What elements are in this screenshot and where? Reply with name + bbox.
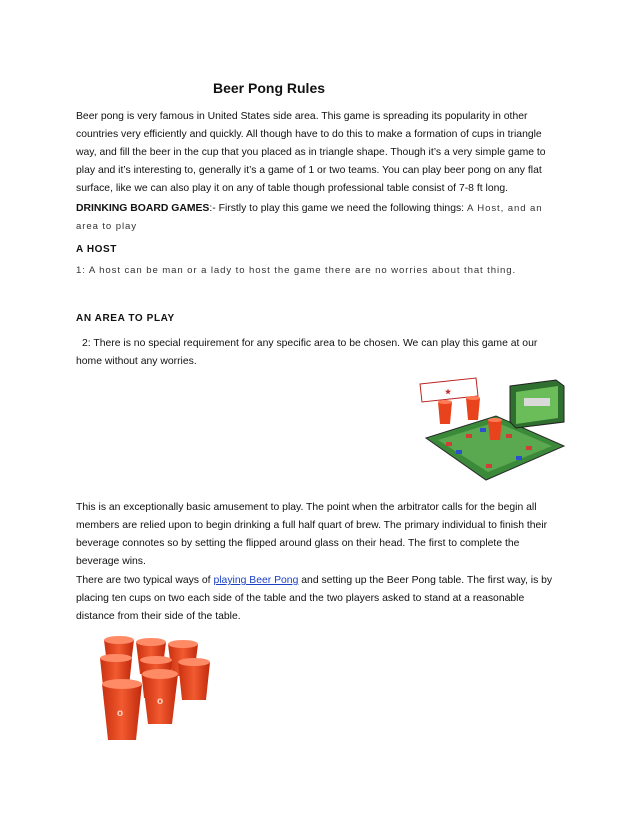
playing-beer-pong-link[interactable]: playing Beer Pong: [213, 575, 299, 586]
board-game-image: [416, 376, 566, 486]
drinking-paragraph: [76, 200, 564, 236]
intro-paragraph: Beer pong is very famous in United States side area. This game is spreading its popularity in other countries very efficiently and quickly. All though have to do this to make a formation of cups in triangle way, and fill the beer in the cup that you placed as in triangle shape. Though it’s a very simple game to play and it’s interesting to, generally it’s a game of 1 or two teams. You can play beer pong on any flat surface, like we can also play it on any of table though professional table consist of 7-8 ft long.: [76, 111, 546, 194]
ways-after: and setting up the Beer Pong table. The first way, is by placing ten cups on two each side of the table and the two players asked to stand at a reasonable distance from their side of the table.: [76, 575, 553, 622]
basic-paragraph: This is an exceptionally basic amusement to play. The point when the arbitrator calls for the begin all members are relied upon to begin drinking a full half quart of brew. The primary individual to finish their beverage connotes so by setting the flipped around glass on their head. The first to complete the beverage wins.: [76, 502, 548, 567]
drinking-label: DRINKING BOARD GAMES: [76, 203, 210, 214]
svg-text:★: ★: [444, 389, 452, 396]
drinking-text: :- Firstly to play this game we need the following things:: [209, 203, 465, 214]
svg-text:o: o: [156, 696, 164, 707]
area-heading: AN AREA TO PLAY: [76, 313, 175, 324]
red-cups-image: [96, 632, 216, 744]
ways-before: There are two typical ways of: [76, 575, 214, 586]
ways-paragraph: [76, 572, 564, 626]
page-title: Beer Pong Rules: [212, 80, 326, 96]
svg-text:o: o: [116, 708, 124, 719]
drinking-spaced-text: A Host, and an area to play: [76, 203, 543, 232]
red-cup-icon: [466, 396, 480, 420]
area-text: 2: There is no special requirement for any specific area to be chosen. We can play this game at our home without any worries.: [76, 338, 538, 367]
host-text: 1: A host can be man or a lady to host the game there are no worries about that thing.: [76, 265, 517, 276]
host-heading: A HOST: [76, 244, 118, 255]
